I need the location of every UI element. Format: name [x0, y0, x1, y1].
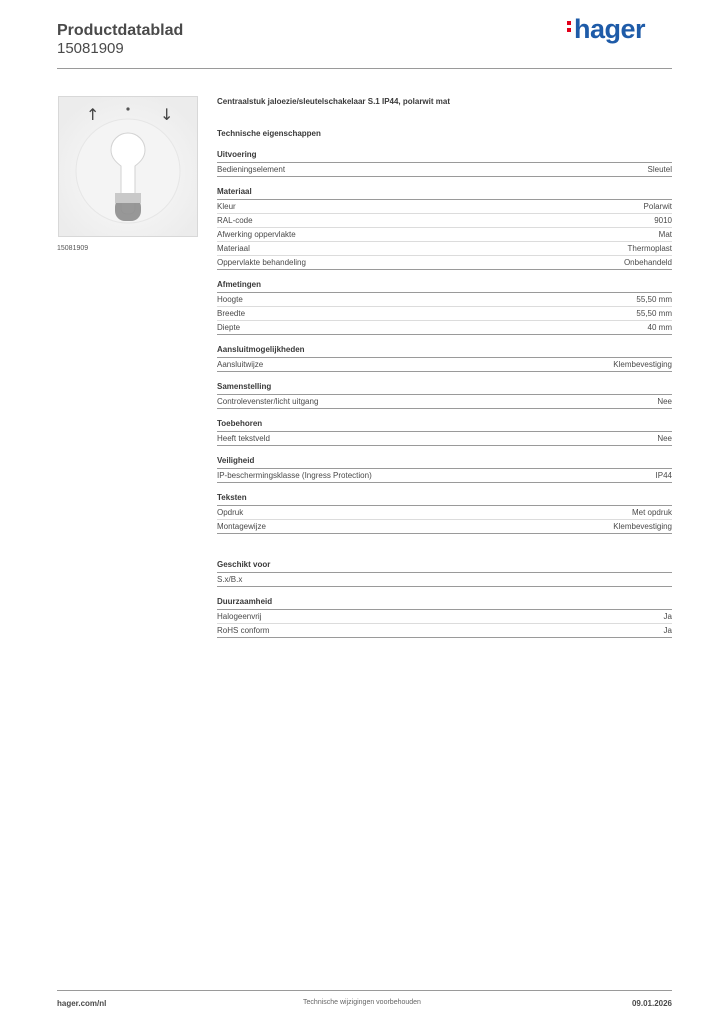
- property-value: IP44: [655, 471, 672, 480]
- property-label: RoHS conform: [217, 626, 270, 635]
- section-title: Samenstelling: [217, 381, 672, 395]
- property-value: Thermoplast: [627, 244, 672, 253]
- property-row: [217, 469, 672, 483]
- property-label: RAL-code: [217, 216, 253, 225]
- section-title: Aansluitmogelijkheden: [217, 344, 672, 358]
- section-title: Geschikt voor: [217, 559, 672, 573]
- property-label: Diepte: [217, 323, 241, 332]
- section-title: Teksten: [217, 492, 672, 506]
- product-name: Centraalstuk jaloezie/sleutelschakelaar S.1 IP44, polarwit mat: [217, 97, 450, 106]
- property-label: Bedieningselement: [217, 165, 286, 174]
- property-value: Mat: [658, 230, 672, 239]
- property-section: [217, 492, 672, 534]
- property-section: [217, 455, 672, 483]
- header-divider: [57, 68, 672, 69]
- image-caption: 15081909: [57, 245, 89, 252]
- property-value: 40 mm: [647, 323, 672, 332]
- property-row: [217, 610, 672, 624]
- footer-date: 09.01.2026: [631, 999, 672, 1008]
- property-section: [217, 149, 672, 177]
- property-value: Nee: [657, 434, 672, 443]
- property-row: [217, 307, 672, 321]
- property-label: Opdruk: [217, 508, 244, 517]
- property-section: [217, 596, 672, 638]
- property-row: [217, 624, 672, 638]
- footer-divider: [57, 990, 672, 991]
- property-section: [217, 186, 672, 270]
- property-label: Breedte: [217, 309, 246, 318]
- property-label: S.x/B.x: [217, 575, 243, 584]
- property-value: Klembevestiging: [613, 522, 672, 531]
- property-value: Ja: [663, 626, 672, 635]
- section-title: Materiaal: [217, 186, 672, 200]
- property-row: [217, 242, 672, 256]
- logo-text: hager: [574, 14, 646, 44]
- property-row: [217, 293, 672, 307]
- property-value: Ja: [663, 612, 672, 621]
- property-value: 55,50 mm: [636, 309, 672, 318]
- property-section: [217, 279, 672, 335]
- property-section: [217, 381, 672, 409]
- property-label: Afwerking oppervlakte: [217, 230, 296, 239]
- property-row: [217, 163, 672, 177]
- technical-properties-heading: Technische eigenschappen: [217, 129, 321, 138]
- property-row: [217, 358, 672, 372]
- property-row: [217, 214, 672, 228]
- key-switch-illustration: [59, 97, 197, 236]
- property-row: [217, 228, 672, 242]
- property-value: Nee: [657, 397, 672, 406]
- property-label: Oppervlakte behandeling: [217, 258, 306, 267]
- arrow-up-icon: ↑: [86, 105, 100, 124]
- property-label: Materiaal: [217, 244, 250, 253]
- property-label: Halogeenvrij: [217, 612, 262, 621]
- property-value: Klembevestiging: [613, 360, 672, 369]
- property-value: Onbehandeld: [623, 258, 672, 267]
- property-label: Kleur: [217, 202, 236, 211]
- section-title: Veiligheid: [217, 455, 672, 469]
- arrow-down-icon: ↓: [160, 105, 174, 124]
- section-title: Duurzaamheid: [217, 596, 672, 610]
- property-value: 9010: [654, 216, 672, 225]
- property-row: [217, 573, 672, 587]
- page-title: Productdatablad: [57, 22, 184, 39]
- property-row: [217, 432, 672, 446]
- property-row: [217, 321, 672, 335]
- property-row: [217, 256, 672, 270]
- logo-dots-icon: [567, 18, 571, 35]
- property-section: [217, 418, 672, 446]
- product-image: [58, 96, 198, 237]
- property-value: Met opdruk: [631, 508, 672, 517]
- section-title: Afmetingen: [217, 279, 672, 293]
- property-row: [217, 395, 672, 409]
- section-title: Toebehoren: [217, 418, 672, 432]
- property-label: Hoogte: [217, 295, 243, 304]
- hager-logo: [567, 14, 645, 45]
- property-section: [217, 559, 672, 587]
- property-value: 55,50 mm: [636, 295, 672, 304]
- property-row: [217, 200, 672, 214]
- property-row: [217, 520, 672, 534]
- property-row: [217, 506, 672, 520]
- property-label: Montagewijze: [217, 522, 266, 531]
- property-sections: [217, 149, 672, 638]
- property-label: IP-beschermingsklasse (Ingress Protection): [217, 471, 372, 480]
- property-section: [217, 344, 672, 372]
- property-value: Polarwit: [643, 202, 672, 211]
- property-label: Heeft tekstveld: [217, 434, 270, 443]
- article-number: 15081909: [57, 40, 124, 57]
- footer-website: hager.com/nl: [57, 999, 107, 1008]
- product-details: [217, 95, 672, 638]
- property-value: Sleutel: [647, 165, 672, 174]
- section-title: Uitvoering: [217, 149, 672, 163]
- property-label: Controlevenster/licht uitgang: [217, 397, 319, 406]
- footer-notice: Technische wijzigingen voorbehouden: [303, 999, 421, 1006]
- property-label: Aansluitwijze: [217, 360, 264, 369]
